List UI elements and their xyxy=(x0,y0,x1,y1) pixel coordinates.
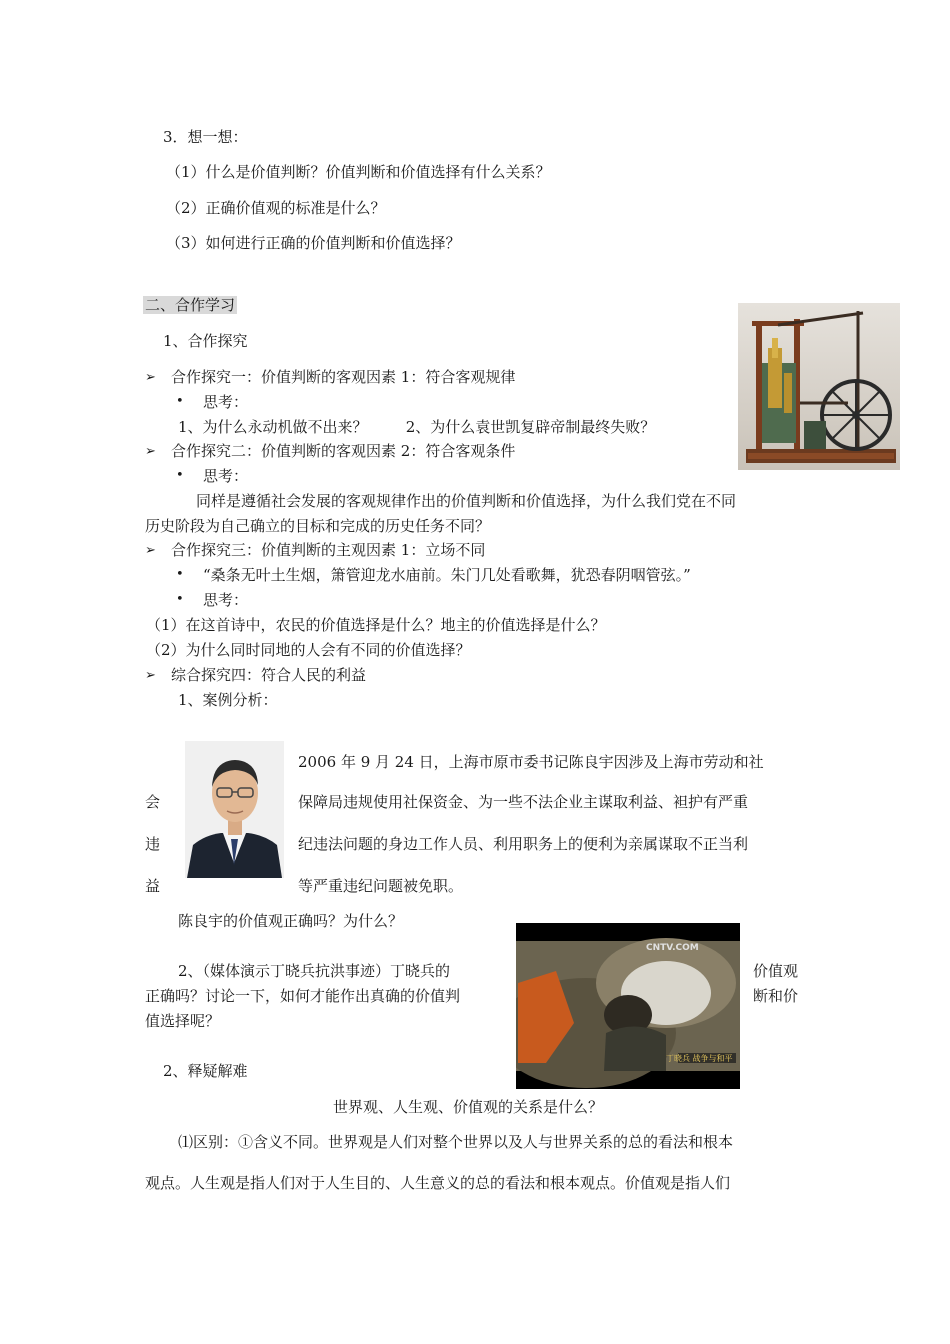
portrait-photo xyxy=(185,741,284,878)
video-still-illustration xyxy=(516,923,740,1089)
portrait-illustration xyxy=(185,741,284,878)
inquiry-2-para-2: 历史阶段为自己确立的目标和完成的历史任务不同？ xyxy=(145,517,491,535)
dot-bullet-icon: • xyxy=(176,468,184,483)
inquiry-2-title: 合作探究二：价值判断的客观因素 2：符合客观条件 xyxy=(171,442,516,460)
poem-quote: “桑条无叶土生烟，箫管迎龙水庙前。朱门几处看歌舞，犹恐春阴咽管弦。” xyxy=(203,566,691,584)
inquiry-1-questions: 1、为什么永动机做不出来？ 2、为什么袁世凯复辟帝制最终失败？ xyxy=(178,418,656,436)
inquiry-3-title: 合作探究三：价值判断的主观因素 1：立场不同 xyxy=(171,541,486,559)
case-line-1: 2006 年 9 月 24 日，上海市原市委书记陈良宇因涉及上海市劳动和社 xyxy=(298,753,764,771)
sub-heading-1: 1、合作探究 xyxy=(163,332,248,350)
difference-line-1: ⑴区别：①含义不同。世界观是人们对整个世界以及人与世界关系的总的看法和根本 xyxy=(178,1133,734,1151)
media-line-3: 值选择呢？ xyxy=(145,1012,221,1030)
arrow-bullet-icon: ➢ xyxy=(145,543,156,558)
case-analysis-label: 1、案例分析： xyxy=(178,691,278,709)
think-label-3: 思考： xyxy=(203,591,249,609)
case-wrap-char-3: 益 xyxy=(145,877,161,895)
inquiry-1-title: 合作探究一：价值判断的客观因素 1：符合客观规律 xyxy=(171,368,516,386)
video-still xyxy=(516,923,740,1089)
dot-bullet-icon: • xyxy=(176,567,184,582)
case-wrap-char-1: 会 xyxy=(145,793,161,811)
media-line-1: 2、（媒体演示丁晓兵抗洪事迹）丁晓兵的 xyxy=(178,962,451,980)
dot-bullet-icon: • xyxy=(176,394,184,409)
inquiry-4-title: 综合探究四：符合人民的利益 xyxy=(171,666,367,684)
think-label-1: 思考： xyxy=(203,393,249,411)
arrow-bullet-icon: ➢ xyxy=(145,370,156,385)
media-line-2: 正确吗？讨论一下，如何才能作出真确的价值判 xyxy=(145,987,461,1005)
case-line-2: 保障局违规使用社保资金、为一些不法企业主谋取利益、袒护有严重 xyxy=(298,793,749,811)
media-line-2-tail: 断和价 xyxy=(753,987,799,1005)
inquiry-2-para-1: 同样是遵循社会发展的客观规律作出的价值判断和价值选择，为什么我们党在不同 xyxy=(196,492,737,510)
case-question: 陈良宇的价值观正确吗？为什么？ xyxy=(178,912,404,930)
steam-engine-image xyxy=(738,303,900,470)
think-question-2: （2）正确价值观的标准是什么？ xyxy=(166,199,386,217)
think-question-1: （1）什么是价值判断？价值判断和价值选择有什么关系？ xyxy=(166,163,551,181)
section-heading xyxy=(143,295,237,315)
think-label-2: 思考： xyxy=(203,467,249,485)
case-line-3: 纪违法问题的身边工作人员、利用职务上的便利为亲属谋取不正当利 xyxy=(298,835,749,853)
dot-bullet-icon: • xyxy=(176,592,184,607)
video-logo: CNTV.COM xyxy=(646,943,699,953)
video-caption: 丁晓兵 战争与和平 xyxy=(666,1054,733,1063)
inquiry-3-question-2: （2）为什么同时同地的人会有不同的价值选择？ xyxy=(146,641,471,659)
section-heading-text: 二、合作学习 xyxy=(145,296,236,314)
sub-heading-2: 2、释疑解难 xyxy=(163,1062,248,1080)
difference-line-2: 观点。人生观是指人们对于人生目的、人生意义的总的看法和根本观点。价值观是指人们 xyxy=(145,1174,731,1192)
case-line-4: 等严重违纪问题被免职。 xyxy=(298,877,464,895)
think-question-3: （3）如何进行正确的价值判断和价值选择？ xyxy=(166,234,461,252)
case-wrap-char-2: 违 xyxy=(145,835,161,853)
steam-engine-illustration xyxy=(738,303,900,470)
arrow-bullet-icon: ➢ xyxy=(145,668,156,683)
relation-question: 世界观、人生观、价值观的关系是什么？ xyxy=(333,1098,604,1116)
inquiry-3-question-1: （1）在这首诗中，农民的价值选择是什么？地主的价值选择是什么？ xyxy=(146,616,606,634)
think-title: 3．想一想： xyxy=(163,128,248,146)
media-line-1-tail: 价值观 xyxy=(753,962,799,980)
arrow-bullet-icon: ➢ xyxy=(145,444,156,459)
